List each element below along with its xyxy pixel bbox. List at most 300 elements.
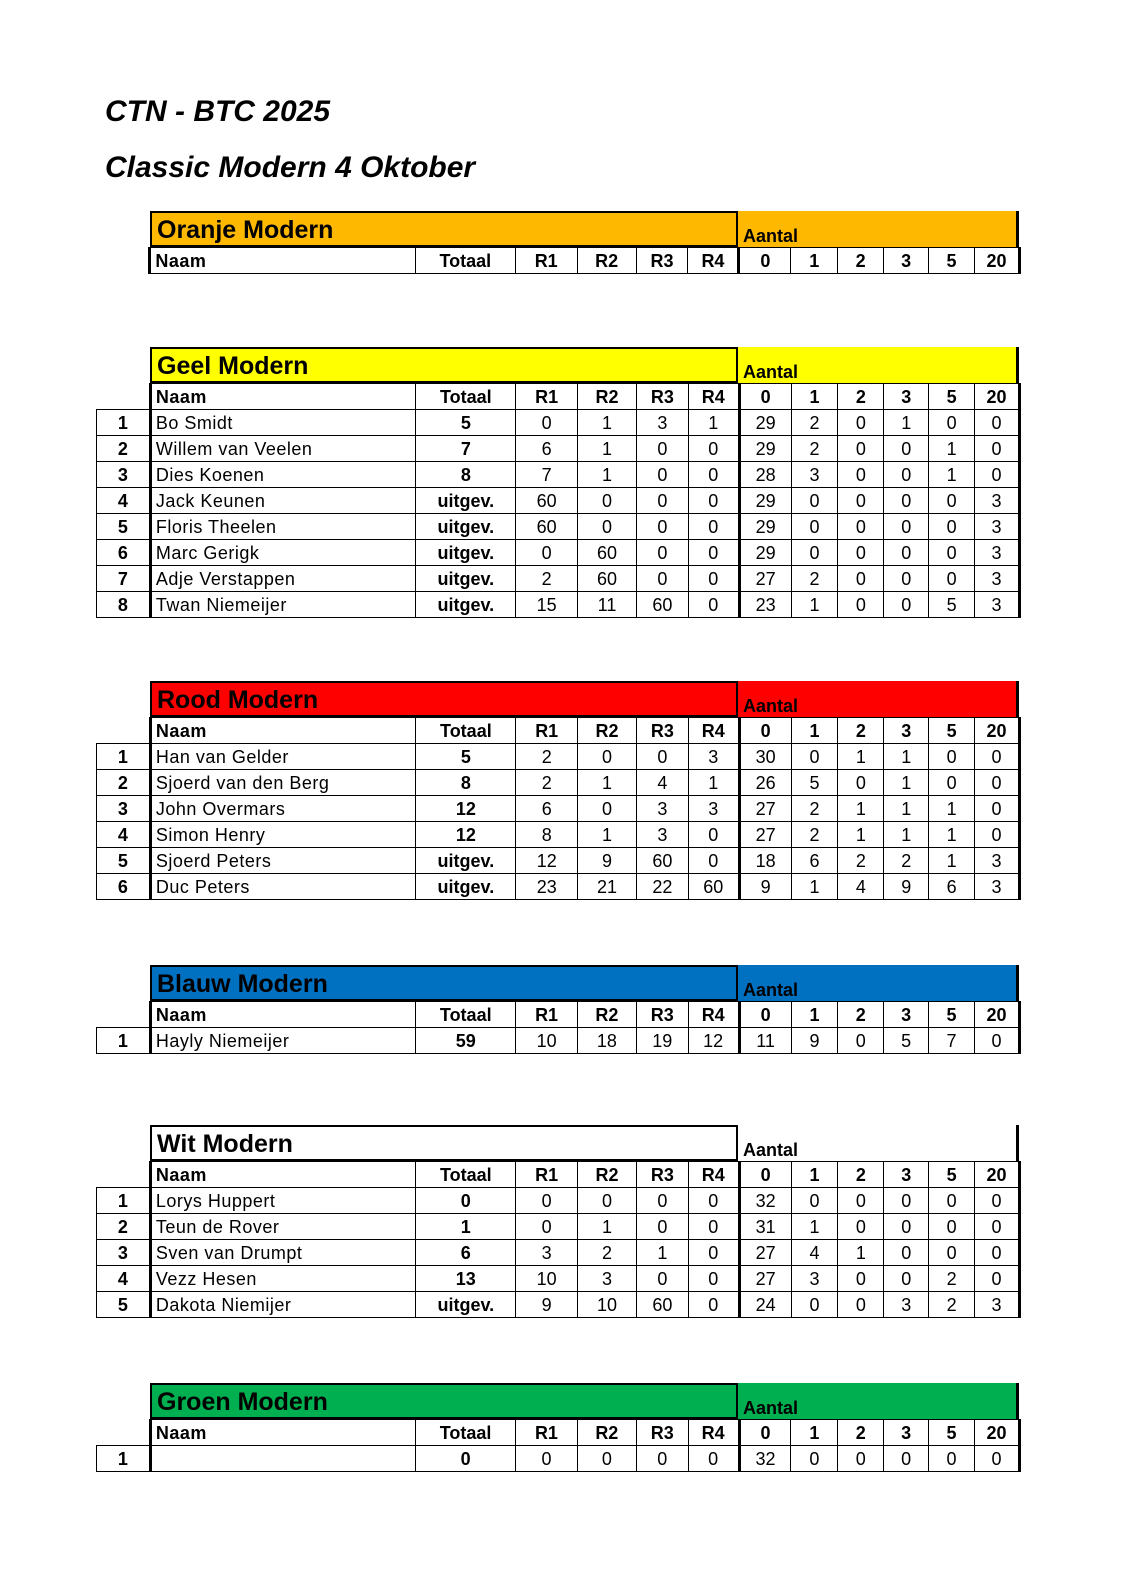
totaal-cell: 7 [416, 436, 516, 462]
round-header: R4 [688, 1002, 739, 1028]
round-cell: 60 [636, 1292, 688, 1318]
aantal-cell: 0 [884, 566, 929, 592]
naam-header: Naam [150, 248, 416, 274]
round-cell: 1 [578, 410, 637, 436]
round-cell: 12 [516, 848, 578, 874]
round-header: R4 [688, 1420, 739, 1446]
naam-cell: Bo Smidt [150, 410, 416, 436]
aantal-label: Aantal [743, 226, 799, 246]
aantal-cell: 1 [791, 1214, 838, 1240]
aantal-cell: 0 [838, 514, 884, 540]
round-header: R1 [515, 248, 577, 274]
results-table [96, 383, 1021, 618]
round-cell: 9 [578, 848, 637, 874]
rank-cell: 5 [97, 848, 151, 874]
aantal-cell: 27 [739, 1240, 791, 1266]
round-header: R2 [578, 1162, 637, 1188]
document-title: CTN - BTC 2025 [105, 95, 331, 128]
aantal-cell: 27 [739, 796, 791, 822]
totaal-cell: 8 [416, 462, 516, 488]
totaal-cell: uitgev. [416, 1292, 516, 1318]
totaal-cell: 13 [416, 1266, 516, 1292]
naam-cell: Jack Keunen [150, 488, 416, 514]
totaal-header: Totaal [416, 1002, 516, 1028]
aantal-cell: 29 [739, 436, 791, 462]
aantal-cell: 0 [929, 514, 975, 540]
aantal-cell: 30 [739, 744, 791, 770]
aantal-cell: 0 [884, 1188, 929, 1214]
aantal-header: 2 [838, 1420, 884, 1446]
aantal-header: 5 [929, 1162, 975, 1188]
aantal-cell: 2 [791, 566, 838, 592]
aantal-cell: 0 [929, 1446, 975, 1472]
aantal-cell: 1 [838, 796, 884, 822]
round-cell: 0 [577, 1446, 636, 1472]
naam-cell: Floris Theelen [150, 514, 416, 540]
group-header [150, 965, 1019, 1001]
totaal-header: Totaal [416, 718, 516, 744]
aantal-cell: 0 [838, 1446, 884, 1472]
round-header: R4 [688, 248, 739, 274]
table-row [97, 540, 1020, 566]
aantal-header: 3 [884, 1002, 929, 1028]
round-cell: 0 [578, 514, 637, 540]
rank-cell: 1 [97, 1446, 151, 1472]
naam-cell: Sjoerd van den Berg [150, 770, 416, 796]
group-title: Blauw Modern [157, 970, 328, 998]
aantal-cell: 0 [974, 1446, 1019, 1472]
aantal-cell: 0 [929, 566, 975, 592]
aantal-header: 1 [791, 248, 838, 274]
naam-cell: Marc Gerigk [150, 540, 416, 566]
round-cell: 3 [688, 744, 739, 770]
group-title: Geel Modern [157, 352, 309, 380]
round-cell: 0 [688, 462, 739, 488]
aantal-cell: 0 [838, 436, 884, 462]
table-row [97, 566, 1020, 592]
table-row [97, 1028, 1020, 1054]
round-cell: 0 [516, 410, 578, 436]
group-title: Wit Modern [157, 1130, 293, 1158]
aantal-header: 5 [929, 1002, 975, 1028]
round-cell: 0 [636, 540, 688, 566]
rank-cell: 7 [97, 566, 151, 592]
rank-cell: 5 [97, 1292, 151, 1318]
round-cell: 1 [688, 770, 739, 796]
naam-header: Naam [150, 1420, 415, 1446]
aantal-cell: 1 [838, 822, 884, 848]
rank-header [97, 1002, 151, 1028]
aantal-label: Aantal [743, 696, 799, 716]
round-header: R3 [636, 384, 688, 410]
aantal-header: 20 [974, 248, 1019, 274]
group-title-box [150, 1383, 738, 1419]
aantal-header: 2 [838, 248, 884, 274]
round-header: R2 [577, 1420, 636, 1446]
aantal-cell: 0 [838, 462, 884, 488]
round-cell: 0 [516, 1446, 578, 1472]
totaal-cell: 12 [416, 822, 516, 848]
round-header: R2 [578, 384, 637, 410]
naam-header: Naam [150, 1002, 416, 1028]
totaal-cell: uitgev. [416, 540, 516, 566]
rank-cell: 1 [97, 744, 151, 770]
rank-cell: 4 [97, 822, 151, 848]
round-cell: 0 [688, 1188, 739, 1214]
aantal-header: 1 [791, 1162, 838, 1188]
aantal-cell: 32 [739, 1188, 791, 1214]
rank-cell: 2 [97, 770, 151, 796]
aantal-cell: 9 [884, 874, 929, 900]
aantal-header: 2 [838, 384, 884, 410]
aantal-cell: 0 [791, 1188, 838, 1214]
aantal-cell: 0 [884, 462, 929, 488]
aantal-header: 0 [739, 1162, 791, 1188]
naam-cell: Sjoerd Peters [150, 848, 416, 874]
totaal-cell: 0 [416, 1188, 516, 1214]
aantal-cell: 2 [791, 796, 838, 822]
round-cell: 60 [636, 592, 688, 618]
round-cell: 60 [636, 848, 688, 874]
aantal-cell: 0 [838, 1214, 884, 1240]
round-cell: 60 [516, 514, 578, 540]
aantal-cell: 0 [791, 540, 838, 566]
round-header: R1 [516, 1162, 578, 1188]
aantal-cell: 26 [739, 770, 791, 796]
aantal-header-box [738, 347, 1019, 383]
aantal-cell: 0 [791, 488, 838, 514]
round-cell: 1 [578, 462, 637, 488]
aantal-cell: 0 [975, 1240, 1020, 1266]
table-row [97, 410, 1020, 436]
round-cell: 60 [578, 540, 637, 566]
round-cell: 8 [516, 822, 578, 848]
aantal-cell: 1 [929, 796, 975, 822]
aantal-cell: 18 [739, 848, 791, 874]
aantal-cell: 0 [791, 1446, 838, 1472]
table-row [97, 1188, 1020, 1214]
aantal-cell: 0 [929, 1240, 975, 1266]
aantal-header: 0 [739, 718, 791, 744]
totaal-header: Totaal [415, 248, 515, 274]
group-title: Rood Modern [157, 686, 319, 714]
naam-header: Naam [150, 384, 416, 410]
aantal-header: 1 [791, 718, 838, 744]
table-row [97, 848, 1020, 874]
aantal-cell: 23 [739, 592, 791, 618]
group-title: Oranje Modern [157, 216, 334, 244]
round-cell: 0 [636, 1214, 688, 1240]
round-cell: 0 [578, 488, 637, 514]
aantal-cell: 3 [975, 488, 1020, 514]
aantal-header: 3 [884, 718, 929, 744]
rank-header [97, 1162, 151, 1188]
round-header: R2 [578, 1002, 637, 1028]
aantal-cell: 0 [929, 744, 975, 770]
round-cell: 4 [636, 770, 688, 796]
aantal-cell: 2 [791, 822, 838, 848]
round-cell: 10 [516, 1028, 578, 1054]
round-header: R2 [577, 248, 636, 274]
aantal-header: 20 [975, 718, 1020, 744]
naam-header: Naam [150, 718, 416, 744]
totaal-cell: 8 [416, 770, 516, 796]
aantal-header: 20 [974, 1420, 1019, 1446]
round-cell: 3 [516, 1240, 578, 1266]
table-row [97, 514, 1020, 540]
table-row [97, 874, 1020, 900]
aantal-cell: 27 [739, 566, 791, 592]
round-header: R3 [636, 248, 688, 274]
aantal-cell: 0 [791, 744, 838, 770]
round-cell: 10 [578, 1292, 637, 1318]
aantal-cell: 0 [791, 1292, 838, 1318]
round-header: R1 [516, 1002, 578, 1028]
aantal-cell: 0 [838, 488, 884, 514]
rank-cell: 8 [97, 592, 151, 618]
group-header [150, 1125, 1019, 1161]
round-cell: 3 [688, 796, 739, 822]
naam-cell [150, 1446, 415, 1472]
aantal-cell: 11 [739, 1028, 791, 1054]
totaal-cell: uitgev. [416, 566, 516, 592]
round-cell: 11 [578, 592, 637, 618]
round-cell: 10 [516, 1266, 578, 1292]
aantal-cell: 0 [884, 540, 929, 566]
naam-header: Naam [150, 1162, 416, 1188]
aantal-cell: 0 [975, 796, 1020, 822]
aantal-label: Aantal [743, 980, 799, 1000]
round-header: R3 [636, 1002, 688, 1028]
aantal-cell: 0 [884, 1214, 929, 1240]
table-row [97, 462, 1020, 488]
aantal-cell: 0 [884, 436, 929, 462]
round-cell: 0 [636, 566, 688, 592]
round-cell: 0 [636, 1188, 688, 1214]
aantal-cell: 0 [975, 1266, 1020, 1292]
aantal-header: 1 [791, 1002, 838, 1028]
results-table [96, 1419, 1021, 1472]
aantal-cell: 0 [838, 1028, 884, 1054]
round-cell: 18 [578, 1028, 637, 1054]
rank-cell: 1 [97, 1188, 151, 1214]
naam-cell: Simon Henry [150, 822, 416, 848]
totaal-cell: uitgev. [416, 488, 516, 514]
round-cell: 0 [636, 514, 688, 540]
aantal-header-box [738, 1383, 1019, 1419]
aantal-cell: 2 [838, 848, 884, 874]
round-header: R4 [688, 718, 739, 744]
aantal-header: 3 [884, 384, 929, 410]
aantal-cell: 7 [929, 1028, 975, 1054]
aantal-cell: 0 [975, 1188, 1020, 1214]
aantal-cell: 1 [884, 822, 929, 848]
totaal-cell: 5 [416, 744, 516, 770]
totaal-header: Totaal [416, 1420, 516, 1446]
aantal-cell: 6 [929, 874, 975, 900]
naam-cell: Dakota Niemijer [150, 1292, 416, 1318]
round-cell: 0 [688, 514, 739, 540]
round-cell: 3 [578, 1266, 637, 1292]
table-row [97, 436, 1020, 462]
table-row [97, 1240, 1020, 1266]
aantal-cell: 0 [838, 540, 884, 566]
aantal-cell: 0 [884, 592, 929, 618]
aantal-header: 2 [838, 1162, 884, 1188]
round-cell: 7 [516, 462, 578, 488]
round-header: R1 [516, 384, 578, 410]
rank-cell: 2 [97, 436, 151, 462]
aantal-header-box [738, 1125, 1019, 1161]
round-cell: 0 [688, 1240, 739, 1266]
group-title-box [150, 211, 738, 247]
round-header: R4 [688, 1162, 739, 1188]
round-cell: 0 [636, 1446, 688, 1472]
round-header: R4 [688, 384, 739, 410]
aantal-header: 0 [739, 248, 791, 274]
aantal-cell: 3 [975, 592, 1020, 618]
group-header [150, 1383, 1019, 1419]
aantal-cell: 32 [739, 1446, 791, 1472]
aantal-header: 5 [929, 384, 975, 410]
document-subtitle: Classic Modern 4 Oktober [105, 151, 476, 184]
rank-header [96, 248, 150, 274]
round-cell: 2 [516, 770, 578, 796]
aantal-header: 5 [929, 1420, 975, 1446]
round-cell: 3 [636, 796, 688, 822]
aantal-cell: 1 [884, 744, 929, 770]
naam-cell: Teun de Rover [150, 1214, 416, 1240]
rank-cell: 1 [97, 410, 151, 436]
naam-cell: Willem van Veelen [150, 436, 416, 462]
aantal-cell: 0 [838, 410, 884, 436]
round-cell: 0 [688, 436, 739, 462]
table-row [97, 796, 1020, 822]
aantal-cell: 1 [838, 1240, 884, 1266]
round-cell: 60 [688, 874, 739, 900]
naam-cell: Duc Peters [150, 874, 416, 900]
aantal-header: 2 [838, 718, 884, 744]
round-cell: 0 [636, 744, 688, 770]
aantal-cell: 0 [884, 514, 929, 540]
rank-cell: 3 [97, 462, 151, 488]
aantal-label: Aantal [743, 1398, 799, 1418]
round-cell: 0 [578, 1188, 637, 1214]
aantal-cell: 0 [929, 488, 975, 514]
round-header: R3 [636, 1420, 688, 1446]
aantal-label: Aantal [743, 1140, 799, 1160]
aantal-cell: 0 [791, 514, 838, 540]
aantal-cell: 9 [739, 874, 791, 900]
results-table [96, 717, 1021, 900]
table-row [97, 1266, 1020, 1292]
aantal-cell: 3 [975, 874, 1020, 900]
aantal-cell: 3 [975, 540, 1020, 566]
aantal-header: 0 [739, 1420, 791, 1446]
naam-cell: John Overmars [150, 796, 416, 822]
rank-cell: 1 [97, 1028, 151, 1054]
group-header [150, 681, 1019, 717]
column-header-row [97, 384, 1020, 410]
totaal-cell: 12 [416, 796, 516, 822]
aantal-cell: 2 [884, 848, 929, 874]
aantal-cell: 3 [975, 566, 1020, 592]
table-row [97, 1292, 1020, 1318]
rank-header [97, 718, 151, 744]
rank-cell: 3 [97, 796, 151, 822]
aantal-cell: 28 [739, 462, 791, 488]
aantal-header: 20 [975, 1162, 1020, 1188]
aantal-cell: 0 [975, 462, 1020, 488]
aantal-header: 0 [739, 384, 791, 410]
aantal-cell: 0 [929, 770, 975, 796]
column-header-row [96, 248, 1020, 274]
aantal-cell: 2 [929, 1266, 975, 1292]
naam-cell: Hayly Niemeijer [150, 1028, 416, 1054]
table-row [97, 1214, 1020, 1240]
round-cell: 0 [688, 848, 739, 874]
totaal-cell: 6 [416, 1240, 516, 1266]
round-cell: 23 [516, 874, 578, 900]
aantal-cell: 0 [974, 1028, 1019, 1054]
aantal-cell: 0 [975, 822, 1020, 848]
naam-cell: Lorys Huppert [150, 1188, 416, 1214]
round-header: R1 [516, 718, 578, 744]
aantal-cell: 0 [884, 488, 929, 514]
aantal-cell: 1 [791, 592, 838, 618]
aantal-header: 0 [739, 1002, 791, 1028]
round-header: R2 [578, 718, 637, 744]
aantal-cell: 3 [975, 1292, 1020, 1318]
round-cell: 12 [688, 1028, 739, 1054]
totaal-cell: 59 [416, 1028, 516, 1054]
aantal-cell: 0 [975, 410, 1020, 436]
round-cell: 2 [516, 744, 578, 770]
aantal-cell: 29 [739, 514, 791, 540]
aantal-cell: 4 [838, 874, 884, 900]
aantal-cell: 27 [739, 822, 791, 848]
aantal-cell: 27 [739, 1266, 791, 1292]
aantal-header: 5 [929, 248, 975, 274]
round-cell: 0 [636, 462, 688, 488]
aantal-cell: 0 [975, 744, 1020, 770]
aantal-cell: 1 [838, 744, 884, 770]
round-cell: 0 [688, 540, 739, 566]
group-header [150, 211, 1019, 247]
aantal-cell: 2 [791, 436, 838, 462]
totaal-cell: 5 [416, 410, 516, 436]
aantal-header: 3 [884, 1420, 929, 1446]
round-cell: 0 [636, 488, 688, 514]
aantal-cell: 5 [884, 1028, 929, 1054]
round-cell: 0 [578, 796, 637, 822]
round-cell: 0 [636, 436, 688, 462]
table-row [97, 1446, 1020, 1472]
aantal-cell: 2 [791, 410, 838, 436]
column-header-row [97, 1002, 1020, 1028]
results-table [96, 1161, 1021, 1318]
aantal-cell: 0 [838, 1292, 884, 1318]
round-cell: 0 [688, 566, 739, 592]
round-cell: 0 [578, 744, 637, 770]
round-cell: 60 [516, 488, 578, 514]
round-cell: 0 [688, 822, 739, 848]
aantal-cell: 5 [791, 770, 838, 796]
aantal-cell: 0 [838, 592, 884, 618]
rank-cell: 2 [97, 1214, 151, 1240]
aantal-cell: 0 [929, 410, 975, 436]
rank-header [97, 384, 151, 410]
